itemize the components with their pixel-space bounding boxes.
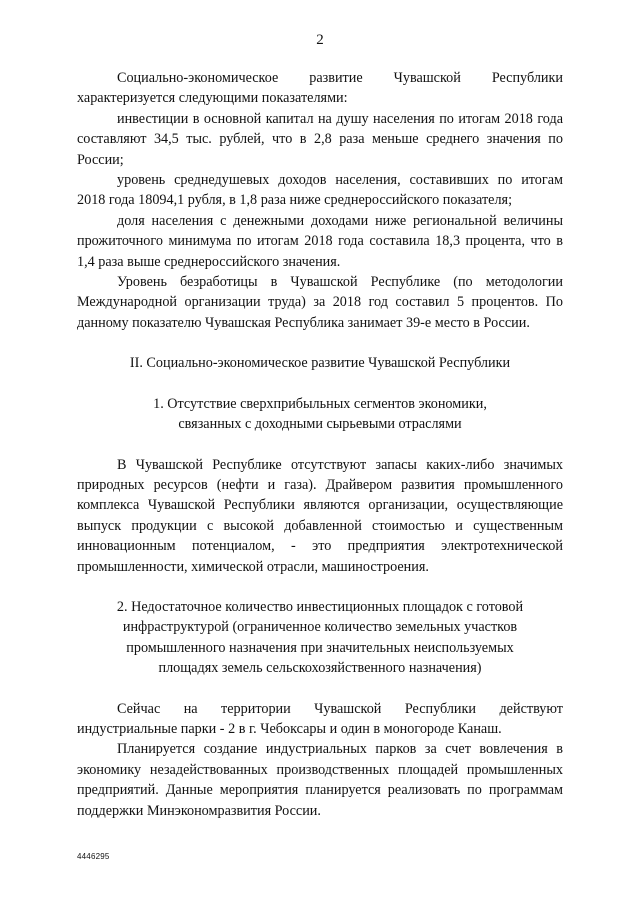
subsection-1-text: В Чувашской Республике отсутствуют запасы каких-либо значимых природных ресурсов (нефти и газа). Драйвером развития промышленного комплекса Чувашской Республики являются организации, осуществляющие выпуск продукции с высокой добавленной стоимостью и существенным инновационным потенциалом, - это предприятия электротехнической промышленности, химической отрасли, машиностроения. <box>77 456 563 575</box>
paragraph-indicators-intro: Социально-экономическое развитие Чувашской Республики характеризуется следующими показателями: <box>77 70 563 107</box>
subsection-1-title: 1. Отсутствие сверхприбыльных сегментов экономики, связанных с доходными сырьевыми отраслями <box>153 395 487 433</box>
document-body <box>77 68 563 821</box>
paragraph-investment: инвестиции в основной капитал на душу населения по итогам 2018 года составляют 34,5 тыс. рублей, что в 2,8 раза меньше среднего значения по России; <box>77 110 563 168</box>
subsection-2-text-parks: Сейчас на территории Чувашской Республики действуют индустриальные парки - 2 в г. Чебоксары и один в моногороде Канаш. <box>77 700 563 737</box>
paragraph-income: уровень среднедушевых доходов населения, составивших по итогам 2018 года 18094,1 рубля, в 1,8 раза ниже среднероссийского показателя; <box>77 172 563 209</box>
subsection-2-title: 2. Недостаточное количество инвестиционных площадок с готовой инфраструктурой (ограниченное количество земельных участков промышленного назначения при значительных неиспользуемых площадях земель сельскохозяйственного назначения) <box>116 598 524 677</box>
paragraph-unemployment: Уровень безработицы в Чувашской Республике (по методологии Международной организации труда) за 2018 год составил 5 процентов. По данному показателю Чувашская Республика занимает 39-е место в России. <box>77 274 563 331</box>
page-number: 2 <box>316 32 324 48</box>
paragraph-poverty-share: доля населения с денежными доходами ниже региональной величины прожиточного минимума по итогам 2018 года составила 18,3 процента, что в 1,4 раза выше среднероссийского значения. <box>77 212 563 270</box>
subsection-2-text-plans: Планируется создание индустриальных парков за счет вовлечения в экономику незадействованных производственных площадей промышленных предприятий. Данные мероприятия планируется реализовать по программам поддержки Минэкономразвития России. <box>77 741 563 819</box>
section-title: II. Социально-экономическое развитие Чувашской Республики <box>129 355 511 372</box>
document-id: 4446295 <box>77 852 110 861</box>
